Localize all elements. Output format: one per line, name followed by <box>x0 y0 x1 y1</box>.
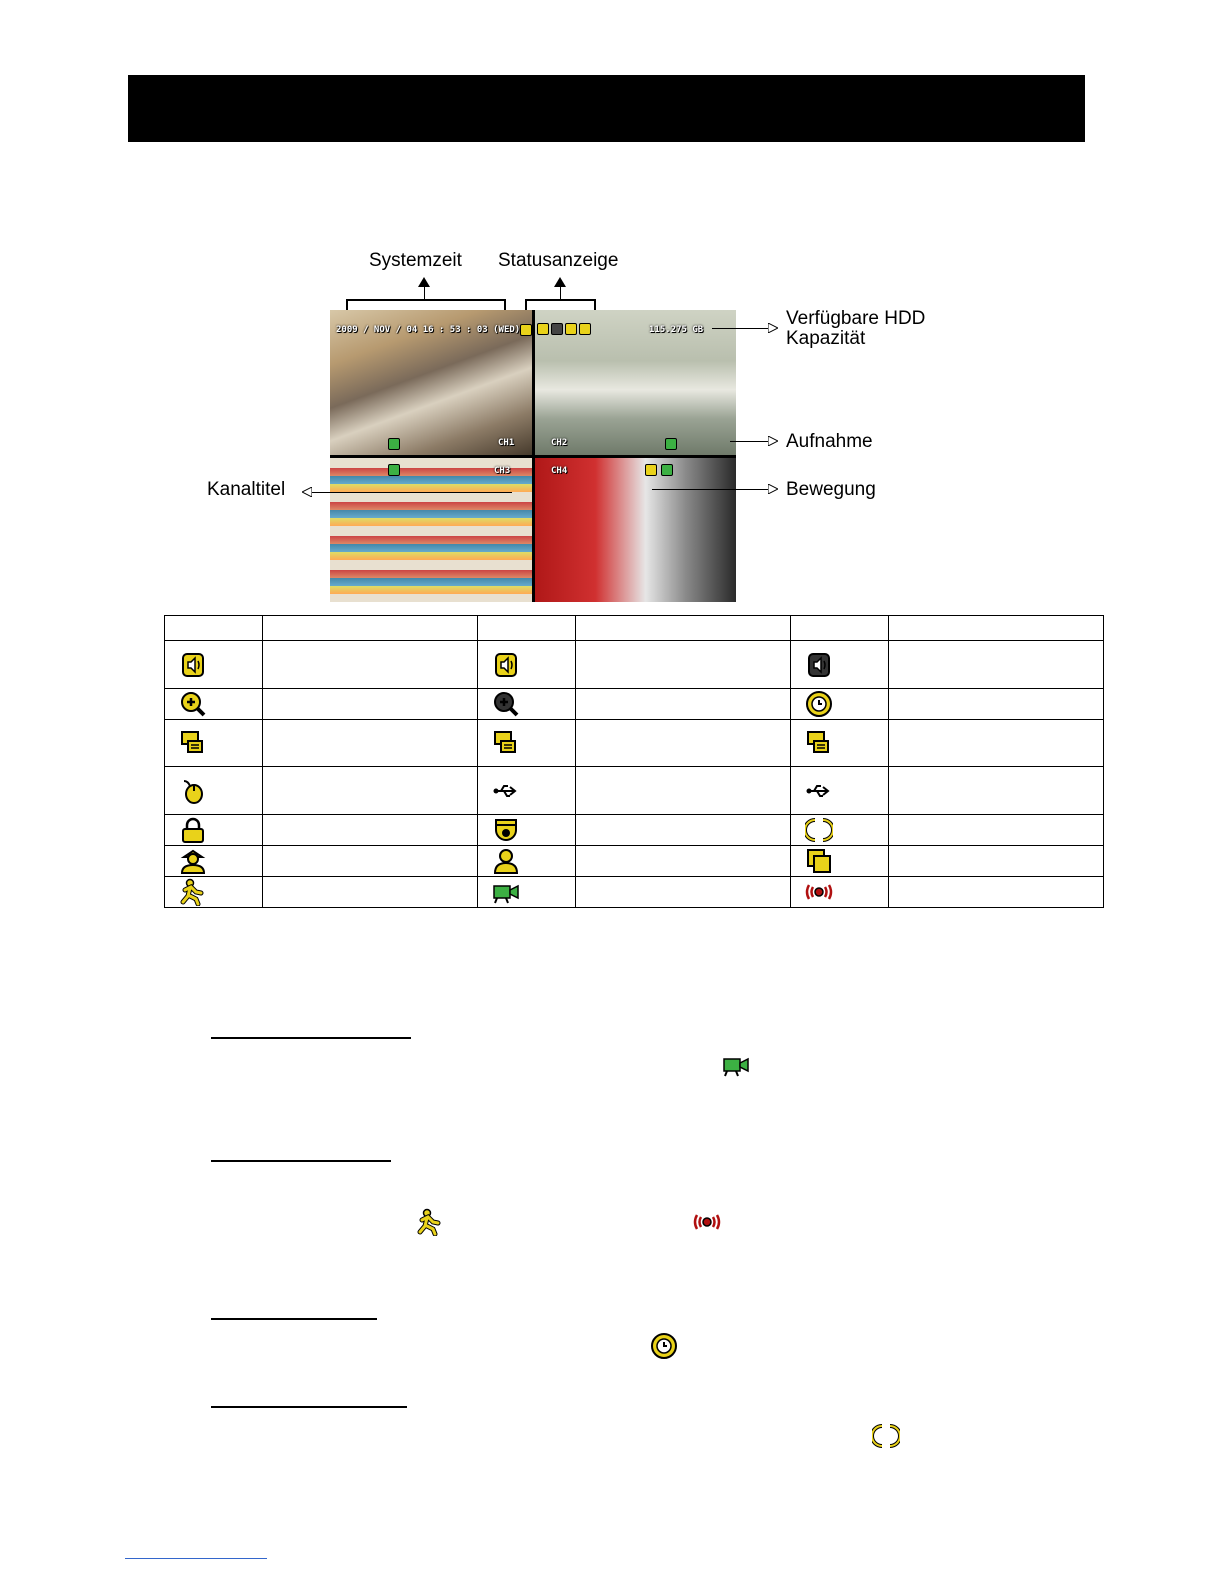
arrow-motion-line <box>652 489 770 490</box>
arrow-status-line <box>560 286 561 299</box>
osd-channel-3: CH3 <box>494 466 511 476</box>
label-system-time: Systemzeit <box>369 250 462 271</box>
playback-audio-icon <box>492 651 520 679</box>
osd-record-icon <box>388 464 400 476</box>
section-recording-underline <box>211 1037 411 1039</box>
osd-datetime: 2009 / NOV / 04 16 : 53 : 03 (WED) <box>336 325 521 335</box>
osd-record-icon <box>661 464 673 476</box>
camera-view-ch1 <box>330 310 532 455</box>
motion-icon <box>416 1208 444 1236</box>
icon-legend-table <box>164 615 1104 908</box>
label-recording: Aufnahme <box>786 431 873 452</box>
osd-sequence-icon <box>537 323 549 335</box>
osd-channel-4: CH4 <box>551 466 568 476</box>
table-row <box>165 689 1104 720</box>
alarm-icon <box>693 1208 721 1236</box>
recording-icon <box>492 878 520 906</box>
label-hdd-line1: Verfügbare HDD <box>786 308 926 329</box>
label-hdd-line2: Kapazität <box>786 328 866 349</box>
arrow-channel-title-line <box>312 492 512 493</box>
osd-lock-icon <box>520 324 532 336</box>
osd-record-icon <box>665 438 677 450</box>
section-timer-underline <box>211 1318 377 1320</box>
motion-icon <box>179 878 207 906</box>
key-lock-icon <box>179 816 207 844</box>
ptz-mode-icon <box>492 816 520 844</box>
section-overwrite-underline <box>211 1406 407 1408</box>
table-row <box>165 815 1104 846</box>
table-row <box>165 720 1104 767</box>
camera-view-ch3 <box>330 458 532 602</box>
table-row <box>165 767 1104 815</box>
live-view-diagram <box>0 0 1224 610</box>
table-header-row <box>165 616 1104 641</box>
usb-flash-icon <box>492 777 520 805</box>
timer-record-icon <box>805 690 833 718</box>
usb-disconnected-icon <box>805 777 833 805</box>
quad-screen <box>330 310 736 602</box>
arrow-system-time-line <box>424 286 425 299</box>
network-disconnected-icon <box>179 729 207 757</box>
osd-network-icon <box>565 323 577 335</box>
operator-user-icon <box>492 847 520 875</box>
recording-icon <box>722 1051 750 1079</box>
label-channel-title: Kanaltitel <box>207 479 286 500</box>
digital-zoom-off-icon <box>492 690 520 718</box>
section-event-underline <box>211 1160 391 1162</box>
osd-record-icon <box>388 438 400 450</box>
usb-mouse-icon <box>179 777 207 805</box>
table-row <box>165 846 1104 877</box>
osd-status-icons <box>537 323 591 335</box>
osd-channel-2: CH2 <box>551 438 568 448</box>
camera-view-ch2 <box>535 310 736 455</box>
label-motion: Bewegung <box>786 479 876 500</box>
osd-hdd: 115.275 GB <box>649 325 704 335</box>
arrow-motion-head <box>768 484 778 494</box>
arrow-hdd-head <box>768 323 778 333</box>
timer-record-icon <box>650 1332 678 1360</box>
table-row <box>165 877 1104 908</box>
osd-mouse-icon <box>579 323 591 335</box>
digital-zoom-on-icon <box>179 690 207 718</box>
sequence-icon <box>872 1422 900 1450</box>
arrow-hdd-line <box>712 328 770 329</box>
label-status: Statusanzeige <box>498 250 619 271</box>
lan-connected-icon <box>805 729 833 757</box>
sequence-icon <box>805 816 833 844</box>
arrow-channel-title-head <box>302 487 312 497</box>
arrow-recording-line <box>730 441 770 442</box>
camera-view-ch4 <box>535 458 736 602</box>
arrow-recording-head <box>768 436 778 446</box>
admin-user-icon <box>179 847 207 875</box>
audio-off-icon <box>805 651 833 679</box>
alarm-icon <box>805 878 833 906</box>
osd-motion-icon <box>645 464 657 476</box>
osd-channel-1: CH1 <box>498 438 515 448</box>
live-audio-icon <box>179 651 207 679</box>
overwrite-icon <box>805 847 833 875</box>
internet-connected-icon <box>492 729 520 757</box>
osd-zoom-icon <box>551 323 563 335</box>
footer-link-line[interactable] <box>125 1558 267 1559</box>
table-row <box>165 641 1104 689</box>
